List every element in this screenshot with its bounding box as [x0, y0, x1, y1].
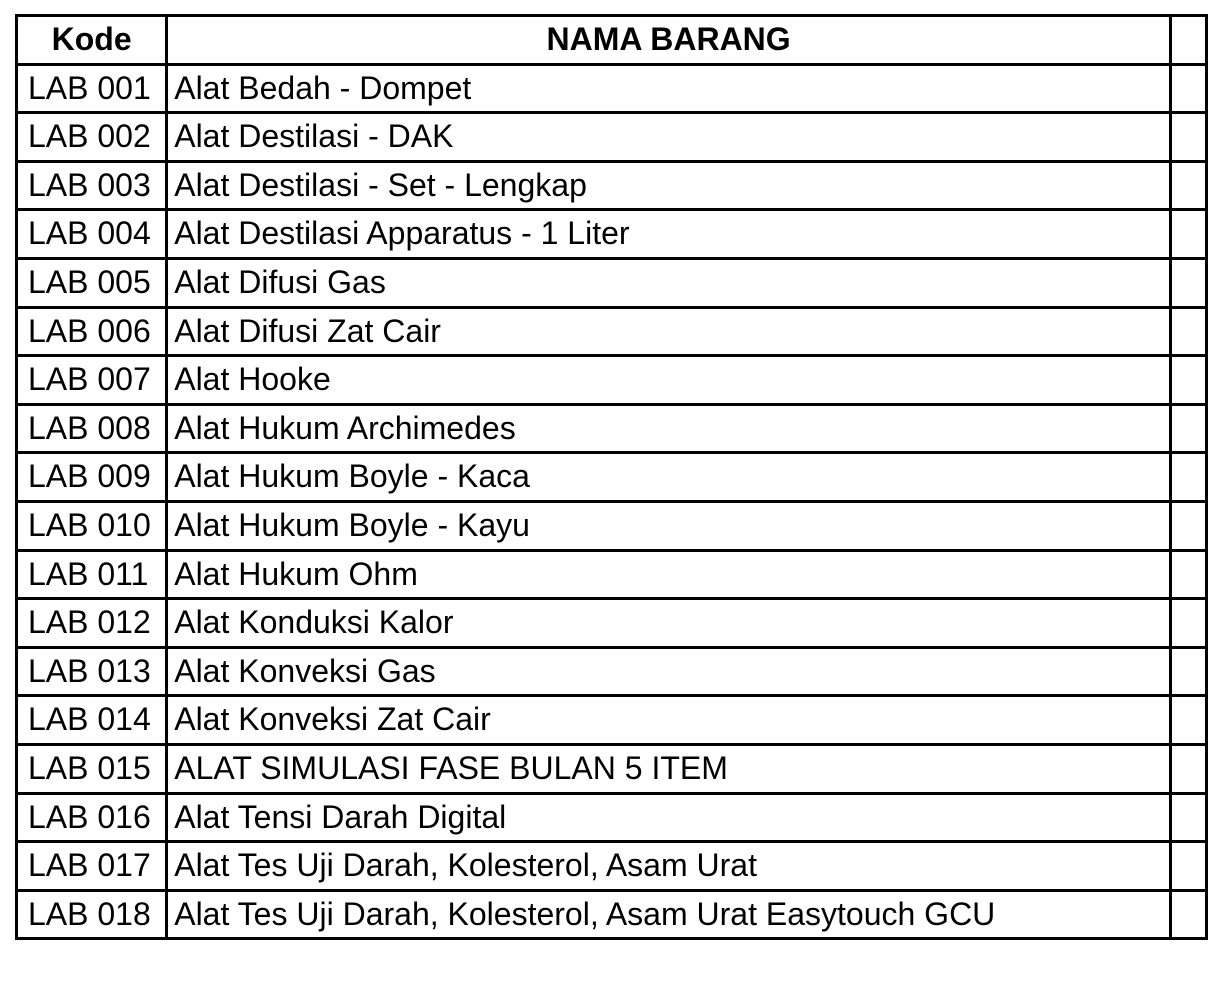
cell-extra[interactable]: [1171, 793, 1207, 842]
cell-extra[interactable]: [1171, 64, 1207, 113]
table-row: [17, 210, 1207, 259]
cell-extra[interactable]: [1171, 599, 1207, 648]
table-row: [17, 793, 1207, 842]
cell-extra[interactable]: [1171, 404, 1207, 453]
table-row: [17, 307, 1207, 356]
table-row: [17, 404, 1207, 453]
cell-nama-barang[interactable]: Alat Destilasi Apparatus - 1 Liter: [167, 210, 1171, 259]
table-row: [17, 453, 1207, 502]
cell-nama-barang[interactable]: Alat Difusi Zat Cair: [167, 307, 1171, 356]
cell-extra[interactable]: [1171, 696, 1207, 745]
inventory-table: [15, 14, 1208, 940]
cell-kode[interactable]: LAB 016: [17, 793, 167, 842]
table-row: [17, 356, 1207, 405]
table-row: [17, 744, 1207, 793]
table-row: [17, 599, 1207, 648]
cell-extra[interactable]: [1171, 744, 1207, 793]
cell-extra[interactable]: [1171, 356, 1207, 405]
cell-nama-barang[interactable]: Alat Bedah - Dompet: [167, 64, 1171, 113]
cell-nama-barang[interactable]: Alat Konveksi Gas: [167, 647, 1171, 696]
cell-kode[interactable]: LAB 001: [17, 64, 167, 113]
cell-kode[interactable]: LAB 018: [17, 890, 167, 939]
cell-kode[interactable]: LAB 002: [17, 113, 167, 162]
cell-nama-barang[interactable]: Alat Hukum Boyle - Kaca: [167, 453, 1171, 502]
cell-kode[interactable]: LAB 010: [17, 501, 167, 550]
cell-nama-barang[interactable]: Alat Konveksi Zat Cair: [167, 696, 1171, 745]
cell-extra[interactable]: [1171, 647, 1207, 696]
header-row: [17, 16, 1207, 65]
cell-nama-barang[interactable]: Alat Hukum Ohm: [167, 550, 1171, 599]
cell-nama-barang[interactable]: Alat Destilasi - Set - Lengkap: [167, 161, 1171, 210]
cell-extra[interactable]: [1171, 161, 1207, 210]
cell-kode[interactable]: LAB 007: [17, 356, 167, 405]
cell-extra[interactable]: [1171, 501, 1207, 550]
cell-nama-barang[interactable]: ALAT SIMULASI FASE BULAN 5 ITEM: [167, 744, 1171, 793]
table-row: [17, 258, 1207, 307]
cell-extra[interactable]: [1171, 258, 1207, 307]
cell-extra[interactable]: [1171, 550, 1207, 599]
cell-nama-barang[interactable]: Alat Tes Uji Darah, Kolesterol, Asam Urat: [167, 842, 1171, 891]
cell-extra[interactable]: [1171, 210, 1207, 259]
cell-nama-barang[interactable]: Alat Hukum Boyle - Kayu: [167, 501, 1171, 550]
cell-kode[interactable]: LAB 006: [17, 307, 167, 356]
cell-kode[interactable]: LAB 014: [17, 696, 167, 745]
table-row: [17, 647, 1207, 696]
cell-nama-barang[interactable]: Alat Tes Uji Darah, Kolesterol, Asam Urat Easytouch GCU: [167, 890, 1171, 939]
table-row: [17, 842, 1207, 891]
cell-nama-barang[interactable]: Alat Tensi Darah Digital: [167, 793, 1171, 842]
cell-extra[interactable]: [1171, 113, 1207, 162]
cell-kode[interactable]: LAB 015: [17, 744, 167, 793]
cell-kode[interactable]: LAB 017: [17, 842, 167, 891]
cell-kode[interactable]: LAB 008: [17, 404, 167, 453]
table-row: [17, 890, 1207, 939]
header-kode[interactable]: Kode: [17, 16, 167, 65]
table-row: [17, 501, 1207, 550]
cell-nama-barang[interactable]: Alat Hooke: [167, 356, 1171, 405]
table-row: [17, 550, 1207, 599]
table-row: [17, 696, 1207, 745]
header-extra-column[interactable]: [1171, 16, 1207, 65]
cell-kode[interactable]: LAB 005: [17, 258, 167, 307]
cell-nama-barang[interactable]: Alat Destilasi - DAK: [167, 113, 1171, 162]
cell-kode[interactable]: LAB 011: [17, 550, 167, 599]
cell-extra[interactable]: [1171, 453, 1207, 502]
cell-kode[interactable]: LAB 012: [17, 599, 167, 648]
cell-extra[interactable]: [1171, 307, 1207, 356]
table-row: [17, 161, 1207, 210]
table-row: [17, 64, 1207, 113]
cell-kode[interactable]: LAB 003: [17, 161, 167, 210]
cell-kode[interactable]: LAB 004: [17, 210, 167, 259]
table-row: [17, 113, 1207, 162]
cell-nama-barang[interactable]: Alat Hukum Archimedes: [167, 404, 1171, 453]
cell-nama-barang[interactable]: Alat Difusi Gas: [167, 258, 1171, 307]
header-nama-barang[interactable]: NAMA BARANG: [167, 16, 1171, 65]
cell-nama-barang[interactable]: Alat Konduksi Kalor: [167, 599, 1171, 648]
cell-extra[interactable]: [1171, 842, 1207, 891]
cell-kode[interactable]: LAB 013: [17, 647, 167, 696]
cell-kode[interactable]: LAB 009: [17, 453, 167, 502]
cell-extra[interactable]: [1171, 890, 1207, 939]
